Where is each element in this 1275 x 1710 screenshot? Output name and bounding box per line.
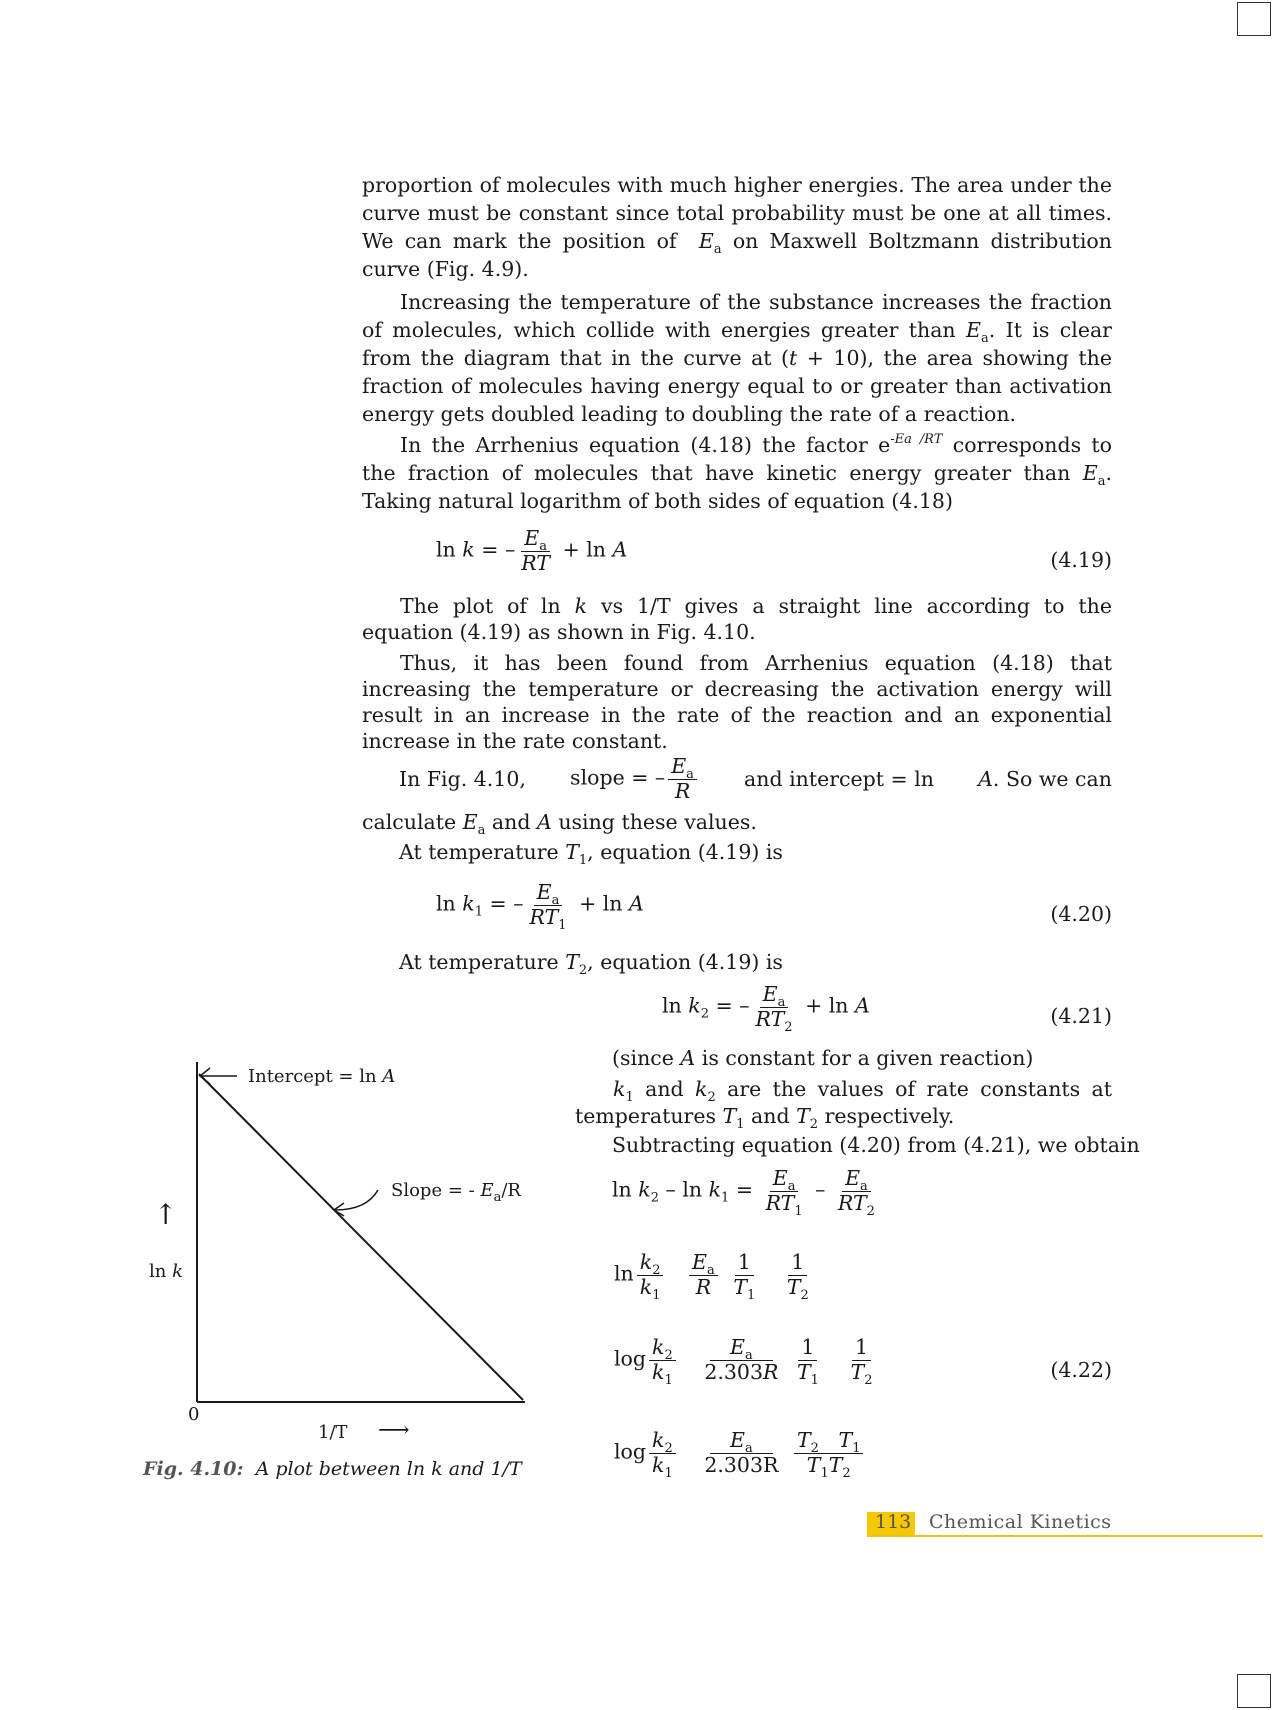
- paragraph-5: Thus, it has been found from Arrhenius equation (4.18) that increasing the temperature or decreasing the activation energy will result in an increase in the rate of the reaction and an exponential increase in the rate constant.: [362, 651, 1112, 753]
- slope-arrow: [334, 1190, 378, 1216]
- paragraph-2: Increasing the temperature of the substance increases the fraction of molecules, which collide with energies greater than $E_a$. It is clear from the diagram that in the curve at (t + 10), the area showing the fraction of molecules having energy equal to or greater than activation energy gets doubled leading to doubling the rate of a reaction.: [362, 290, 1112, 426]
- equation-number-4-21: (4.21): [1050, 1004, 1112, 1028]
- slope-label: Slope = - $E_a/R$: [391, 1180, 521, 1205]
- paragraph-7: calculate $E_a$ and A using these values.: [362, 810, 757, 838]
- paragraph-4: The plot of ln k vs 1/T gives a straight line according to the equation (4.19) as shown in Fig. 4.10.: [362, 594, 1112, 644]
- paragraph-9: At temperature $T_2$, equation (4.19) is: [399, 950, 783, 978]
- paragraph-8: At temperature $T_1$, equation (4.19) is: [399, 840, 783, 868]
- equation-4-20: $\ln k_1$ = – $\frac{E_a}{RT_1}$ + ln A: [436, 880, 644, 933]
- paragraph-3: In the Arrhenius equation (4.18) the factor $e^{-Ea /RT}$ corresponds to the fraction of molecules that have kinetic energy greater than $E_a$. Taking natural logarithm of both sides of equation (4.18): [362, 432, 1112, 513]
- paragraph-12: Subtracting equation (4.20) from (4.21), we obtain: [612, 1133, 1140, 1157]
- paragraph-6: In Fig. 4.10, slope = – $\frac{E_a}{R}$ and intercept = ln A. So we can: [399, 754, 1112, 803]
- origin-label: 0: [188, 1404, 200, 1425]
- y-axis-label: ln k: [149, 1261, 184, 1282]
- x-axis-label: 1/T: [318, 1422, 348, 1443]
- paragraph-11: $k_1$ and $k_2$ are the values of rate constants at temperatures $T_1$ and $T_2$ respectively.: [575, 1077, 1112, 1132]
- equation-log-final: log $\frac{k_2}{k_1}$ $\frac{E_a}{2.303R}$ $\frac{T_2 T_1}{T_1T_2}$: [614, 1430, 866, 1476]
- equation-4-21: $\ln k_2$ = – $\frac{E_a}{RT_2}$ + ln A: [662, 982, 870, 1035]
- paragraph-10: (since A is constant for a given reaction): [612, 1046, 1034, 1070]
- equation-4-22: log $\frac{k_2}{k_1}$ $\frac{E_a}{2.303R}$ $\frac{1}{T_1}$ $\frac{1}{T_2}$: [614, 1335, 873, 1388]
- y-axis-arrow-icon: ↑: [154, 1198, 178, 1231]
- equation-number-4-20: (4.20): [1050, 902, 1112, 926]
- equation-number-4-19: (4.19): [1050, 548, 1112, 572]
- equation-ln-ratio: ln $\frac{k_2}{k_1}$ $\frac{E_a}{R}$ $\frac{1}{T_1}$ $\frac{1}{T_2}$: [614, 1250, 809, 1303]
- page-number: 113: [875, 1511, 912, 1533]
- intercept-label: Intercept = ln A: [248, 1066, 396, 1087]
- equation-number-4-22: (4.22): [1050, 1358, 1112, 1382]
- paragraph-1: proportion of molecules with much higher energies. The area under the curve must be constant since total probability must be one at all times. We can mark the position of $E_a$ on Maxwell Boltzmann distribution curve (Fig. 4.9).: [362, 173, 1112, 281]
- equation-4-19: ln k = – $\frac{E_a}{RT}$ + ln A: [436, 526, 628, 575]
- equation-ln-difference: $\ln k_2$ – $\ln k_1$ = $\frac{E_a}{RT_1}$ – $\frac{E_a}{RT_2}$: [612, 1166, 875, 1219]
- plot-line: [199, 1074, 523, 1400]
- x-axis-arrow-icon: ⟶: [378, 1418, 410, 1443]
- footer-rule: [867, 1535, 1263, 1537]
- chapter-title: Chemical Kinetics: [929, 1511, 1112, 1533]
- figure-caption: Fig. 4.10: A plot between ln k and 1/T: [143, 1458, 522, 1480]
